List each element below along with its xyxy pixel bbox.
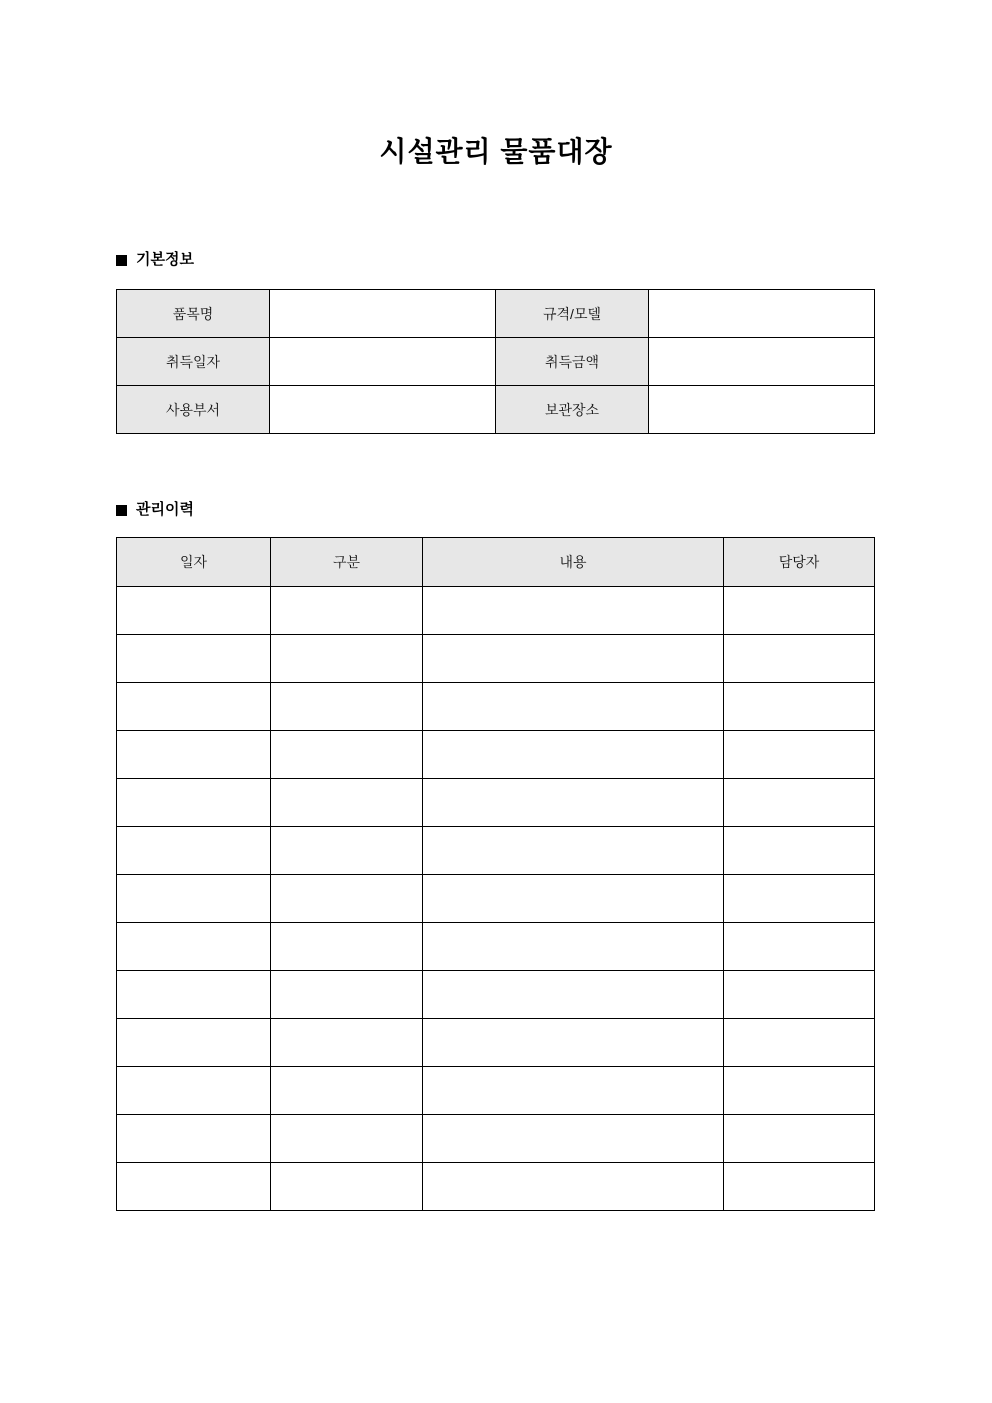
history-cell-date[interactable] (117, 683, 271, 731)
history-cell-type[interactable] (271, 587, 423, 635)
square-bullet-icon (116, 505, 127, 516)
history-cell-owner[interactable] (724, 971, 875, 1019)
history-cell-type[interactable] (271, 731, 423, 779)
table-row (117, 827, 875, 875)
section-heading-basic-info (116, 250, 194, 270)
history-cell-owner[interactable] (724, 587, 875, 635)
table-row (117, 731, 875, 779)
table-row (117, 635, 875, 683)
history-cell-date[interactable] (117, 875, 271, 923)
table-row (117, 875, 875, 923)
history-cell-type[interactable] (271, 1163, 423, 1211)
history-cell-date[interactable] (117, 923, 271, 971)
history-cell-date[interactable] (117, 971, 271, 1019)
history-cell-date[interactable] (117, 731, 271, 779)
table-row (117, 1163, 875, 1211)
table-row (117, 683, 875, 731)
history-cell-owner[interactable] (724, 683, 875, 731)
section-heading-basic-info-label: 기본정보 (136, 251, 194, 268)
history-cell-content[interactable] (423, 971, 724, 1019)
history-cell-date[interactable] (117, 1115, 271, 1163)
section-heading-management-history (116, 500, 194, 520)
history-cell-owner[interactable] (724, 635, 875, 683)
field-value-using-department[interactable] (270, 386, 496, 434)
history-cell-type[interactable] (271, 635, 423, 683)
table-row (117, 290, 875, 338)
history-cell-content[interactable] (423, 875, 724, 923)
history-cell-content[interactable] (423, 635, 724, 683)
history-cell-owner[interactable] (724, 827, 875, 875)
history-cell-owner[interactable] (724, 875, 875, 923)
field-label-acquisition-amount: 취득금액 (496, 338, 649, 386)
history-cell-owner[interactable] (724, 1019, 875, 1067)
page-title: 시설관리 물품대장 (379, 136, 613, 167)
field-value-acquisition-date[interactable] (270, 338, 496, 386)
history-cell-date[interactable] (117, 779, 271, 827)
history-cell-owner[interactable] (724, 779, 875, 827)
history-cell-content[interactable] (423, 1067, 724, 1115)
field-label-using-department: 사용부서 (117, 386, 270, 434)
history-cell-date[interactable] (117, 1163, 271, 1211)
field-value-item-name[interactable] (270, 290, 496, 338)
history-cell-type[interactable] (271, 1019, 423, 1067)
field-label-acquisition-date: 취득일자 (117, 338, 270, 386)
history-cell-type[interactable] (271, 683, 423, 731)
history-cell-content[interactable] (423, 731, 724, 779)
history-cell-owner[interactable] (724, 923, 875, 971)
table-header-row (117, 538, 875, 587)
history-cell-content[interactable] (423, 683, 724, 731)
management-history-table (116, 537, 875, 1211)
history-cell-type[interactable] (271, 971, 423, 1019)
history-cell-owner[interactable] (724, 731, 875, 779)
history-cell-type[interactable] (271, 1115, 423, 1163)
history-cell-date[interactable] (117, 1019, 271, 1067)
field-value-spec-model[interactable] (649, 290, 875, 338)
table-row (117, 923, 875, 971)
table-row (117, 1019, 875, 1067)
table-row (117, 1067, 875, 1115)
history-cell-date[interactable] (117, 635, 271, 683)
column-header-content: 내용 (423, 538, 724, 587)
column-header-type: 구분 (271, 538, 423, 587)
section-heading-management-history-label: 관리이력 (136, 501, 194, 518)
field-label-spec-model: 규격/모델 (496, 290, 649, 338)
table-row (117, 971, 875, 1019)
table-row (117, 587, 875, 635)
square-bullet-icon (116, 255, 127, 266)
management-history-body (117, 587, 875, 1211)
history-cell-type[interactable] (271, 1067, 423, 1115)
history-cell-date[interactable] (117, 827, 271, 875)
field-value-storage-location[interactable] (649, 386, 875, 434)
column-header-date: 일자 (117, 538, 271, 587)
table-row (117, 779, 875, 827)
field-label-item-name: 품목명 (117, 290, 270, 338)
field-label-storage-location: 보관장소 (496, 386, 649, 434)
column-header-owner: 담당자 (724, 538, 875, 587)
basic-info-table (116, 289, 875, 434)
history-cell-type[interactable] (271, 827, 423, 875)
history-cell-date[interactable] (117, 587, 271, 635)
table-row (117, 1115, 875, 1163)
table-row (117, 386, 875, 434)
history-cell-type[interactable] (271, 875, 423, 923)
history-cell-owner[interactable] (724, 1115, 875, 1163)
history-cell-content[interactable] (423, 587, 724, 635)
history-cell-type[interactable] (271, 779, 423, 827)
history-cell-content[interactable] (423, 779, 724, 827)
field-value-acquisition-amount[interactable] (649, 338, 875, 386)
history-cell-content[interactable] (423, 1163, 724, 1211)
table-row (117, 338, 875, 386)
history-cell-content[interactable] (423, 1115, 724, 1163)
history-cell-owner[interactable] (724, 1067, 875, 1115)
history-cell-content[interactable] (423, 923, 724, 971)
history-cell-owner[interactable] (724, 1163, 875, 1211)
history-cell-date[interactable] (117, 1067, 271, 1115)
history-cell-content[interactable] (423, 827, 724, 875)
history-cell-content[interactable] (423, 1019, 724, 1067)
history-cell-type[interactable] (271, 923, 423, 971)
